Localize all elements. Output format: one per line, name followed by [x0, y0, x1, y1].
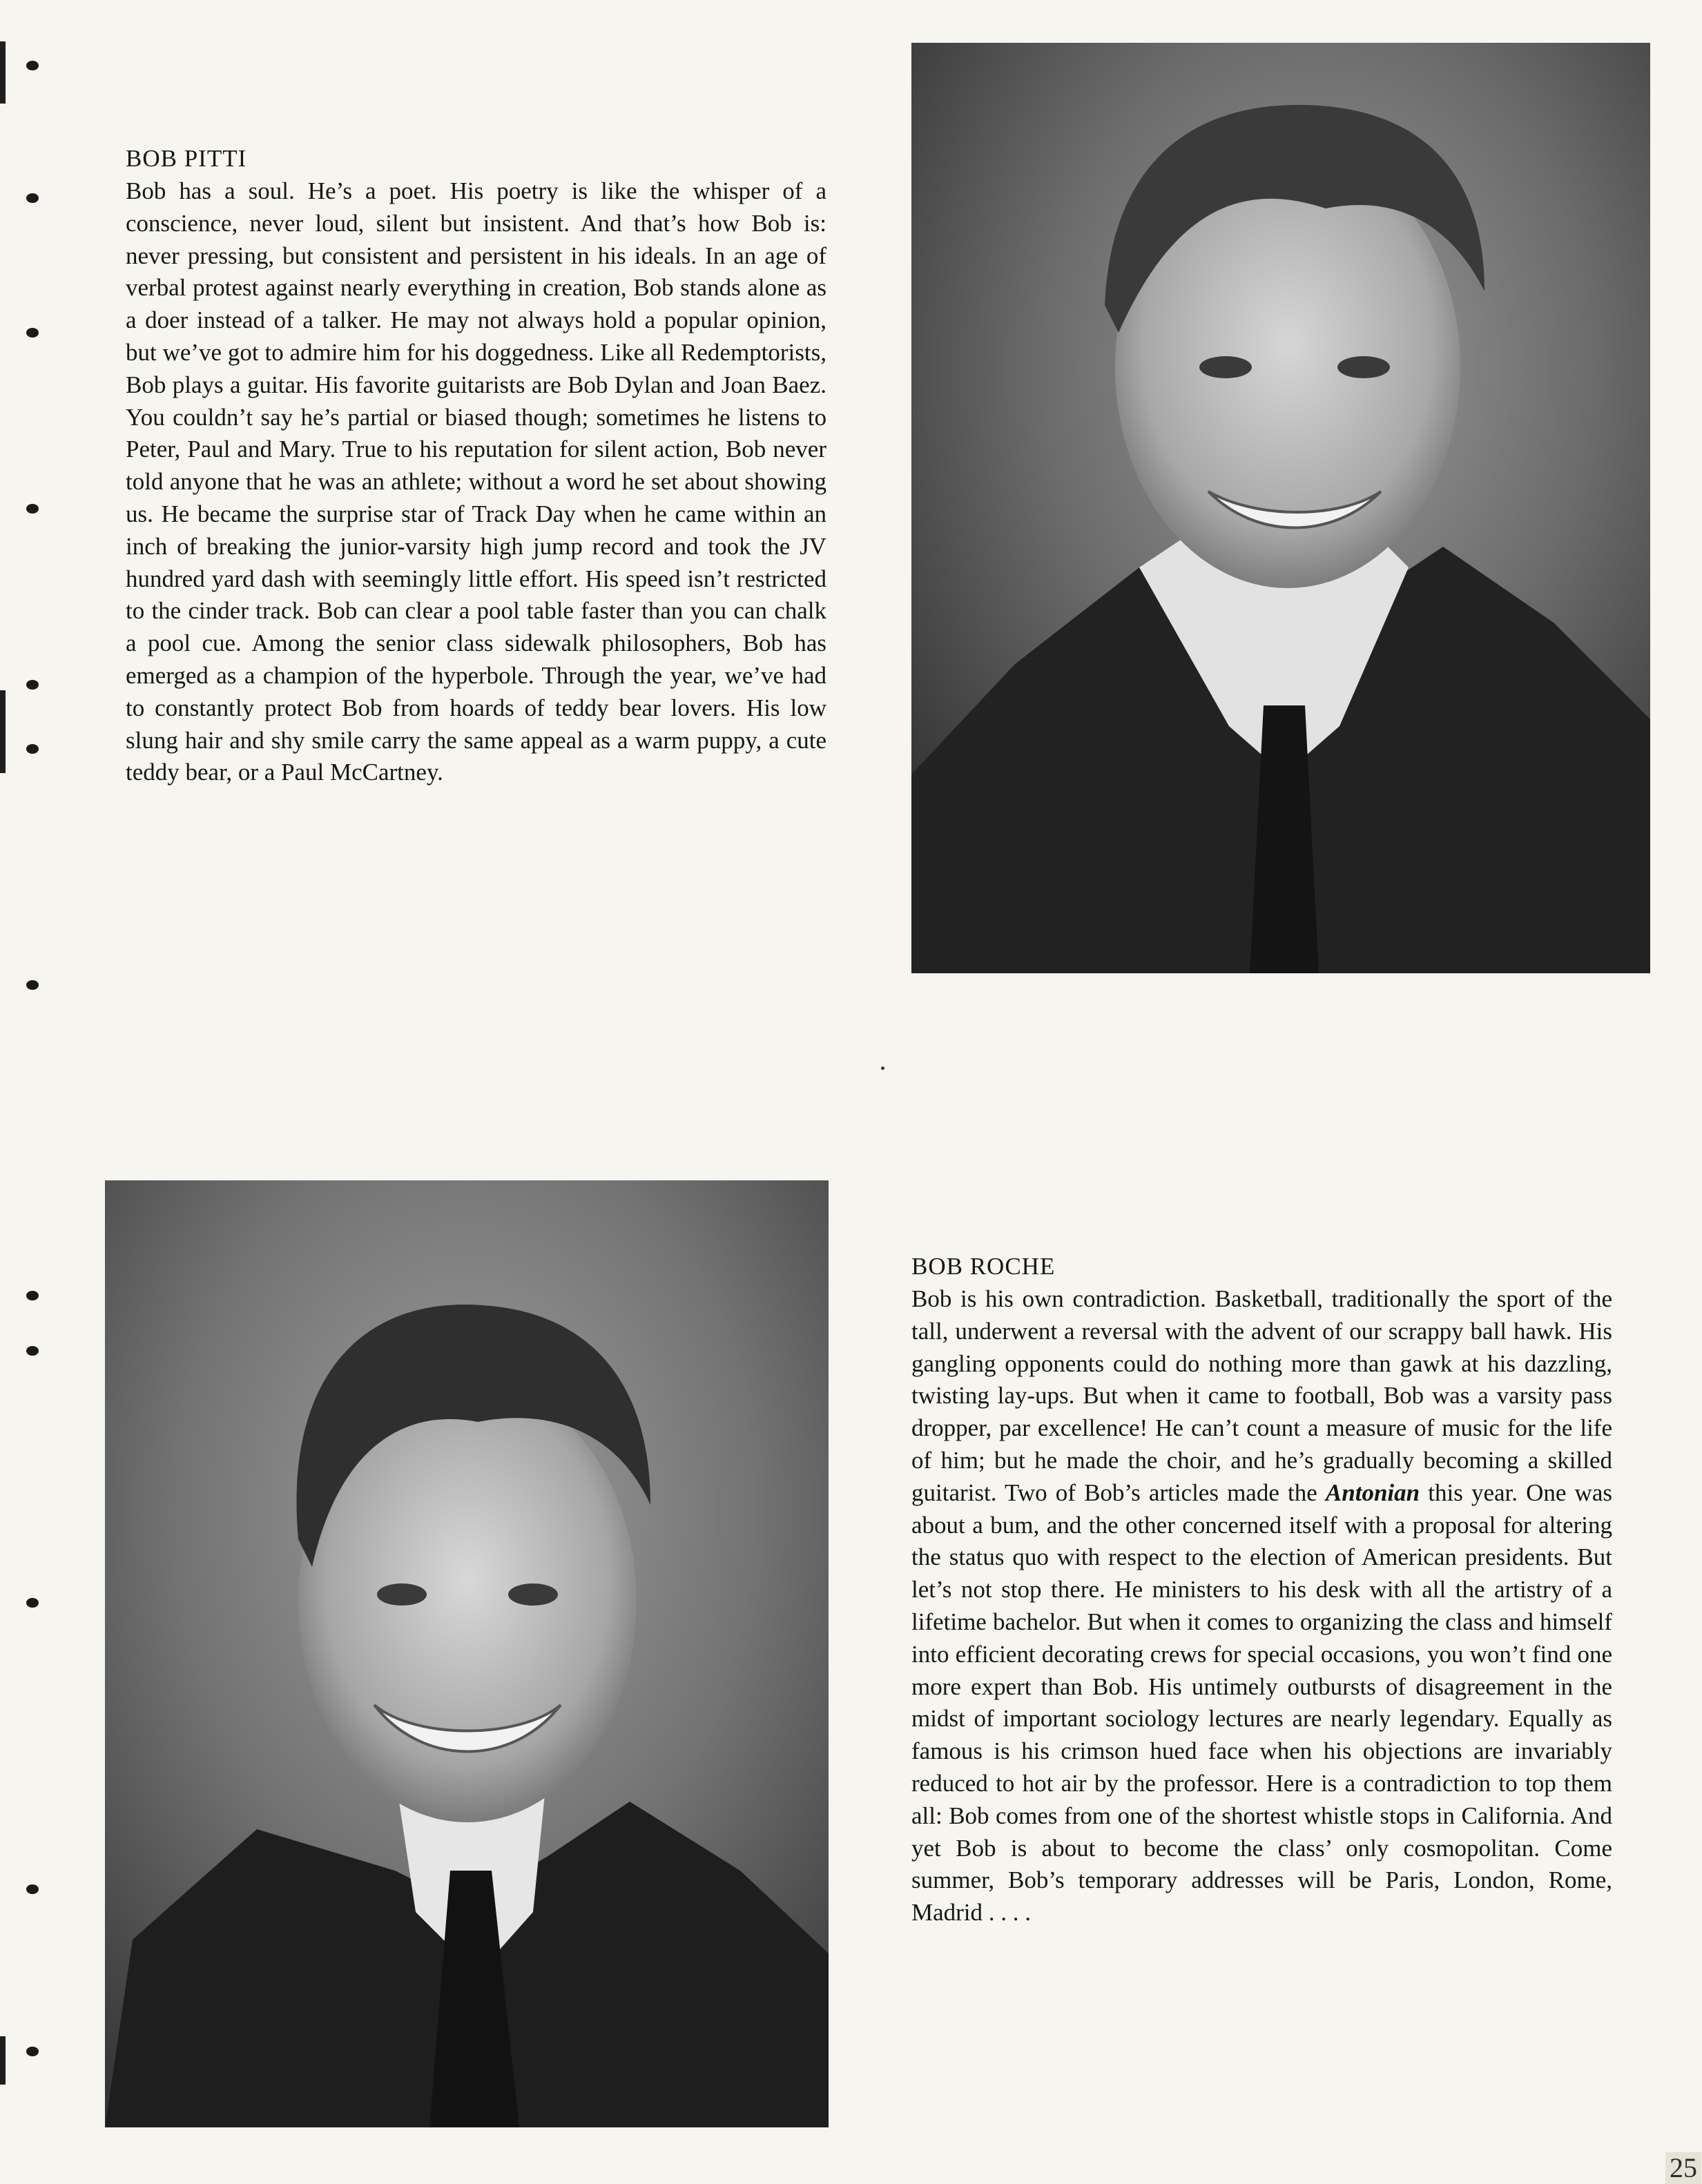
binder-hole [26, 1884, 39, 1894]
bio-text-part: this year. One was about a bum, and the other concerned itself with a proposal for altering the status quo with respect to the election of American presidents. But let’s not stop there. He ministers to his desk with all the artistry of a lifetime bachelor. But when it comes to organizing the class and himself into efficient decorating crews for special occasions, you won’t find one more expert than Bob. His untimely outbursts of disagreement in the midst of important sociology lectures are nearly legendary. Equally as famous is his crimson hued face when his objections are invariably reduced to hot air by the professor. Here is a contradiction to top them all: Bob comes from one of the shortest whistle stops in California. And yet Bob is about to become the class’ only cosmopolitan. Come summer, Bob’s temporary addresses will be Paris, London, Rome, Madrid . . . . [911, 1479, 1612, 1927]
portrait-bob-pitti [911, 43, 1650, 973]
binder-edge [0, 2036, 6, 2085]
binder-hole [26, 1291, 39, 1300]
publication-title: Antonian [1325, 1479, 1420, 1506]
binder-hole [26, 504, 39, 514]
binder-hole [26, 61, 39, 70]
bio-bob-pitti [126, 145, 826, 789]
student-name: BOB ROCHE [911, 1253, 1056, 1280]
binder-hole [26, 1598, 39, 1608]
binder-edge [0, 41, 6, 104]
student-bio [911, 1283, 1612, 1929]
student-bio: Bob has a soul. He’s a poet. His poetry is like the whisper of a conscience, never loud, silent but insistent. And that’s how Bob is: never pressing, but consistent and persistent in his ideals. In an age of verbal protest against nearly everything in creation, Bob stands alone as a doer instead of a talker. He may not always hold a popular opinion, but we’ve got to admire him for his doggedness. Like all Redemptorists, Bob plays a guitar. His favorite guitarists are Bob Dylan and Joan Baez. You couldn’t say he’s partial or biased though; sometimes he listens to Peter, Paul and Mary. True to his reputation for silent action, Bob never told anyone that he was an athlete; without a word he set about showing us. He became the surprise star of Track Day when he came within an inch of breaking the junior-varsity high jump record and took the JV hundred yard dash with seemingly little effort. His speed isn’t restricted to the cinder track. Bob can clear a pool table faster than you can chalk a pool cue. Among the senior class sidewalk philosophers, Bob has emerged as a champion of the hyperbole. Through the year, we’ve had to constantly protect Bob from hoards of teddy bear lovers. His low slung hair and shy smile carry the same appeal as a warm puppy, a cute teddy bear, or a Paul McCartney. [126, 177, 826, 786]
binder-hole [26, 328, 39, 338]
binder-hole [26, 744, 39, 754]
binder-spine [0, 0, 41, 2174]
binder-hole [26, 1346, 39, 1356]
bio-text-part: Bob is his own contradiction. Basketball, traditionally the sport of the tall, underwent a reversal with the advent of our scrappy ball hawk. His gangling opponents could do nothing more than gawk at his dazzling, twisting lay-ups. But when it came to football, Bob was a varsity pass dropper, par excellence! He can’t count a measure of music for the life of him; but he made the choir, and he’s gradually becoming a skilled guitarist. Two of Bob’s articles made the [911, 1285, 1612, 1506]
student-name: BOB PITTI [126, 145, 247, 172]
binder-hole [26, 193, 39, 203]
binder-hole [26, 2047, 39, 2056]
binder-edge [0, 690, 6, 773]
binder-hole [26, 980, 39, 990]
binder-hole [26, 680, 39, 690]
bio-bob-roche [911, 1253, 1612, 1929]
portrait-bob-roche [105, 1180, 829, 2127]
print-speck [881, 1066, 884, 1070]
page-number: 25 [1665, 2152, 1701, 2184]
